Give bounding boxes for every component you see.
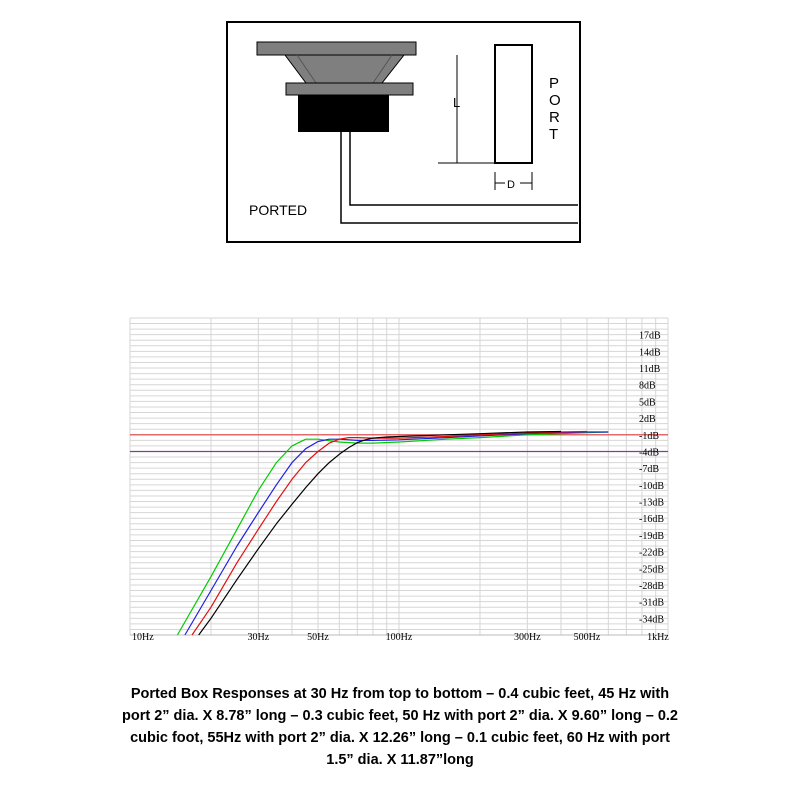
length-label: L [453, 95, 461, 110]
x-tick-label: 50Hz [307, 632, 329, 643]
y-tick-label: 2dB [639, 414, 656, 426]
inner-wall-outer [341, 132, 578, 223]
y-tick-label: 11dB [639, 364, 661, 376]
x-tick-label: 500Hz [573, 632, 601, 643]
port-tube [495, 45, 532, 163]
speaker-frame [286, 83, 413, 95]
port-label: P O R T [549, 75, 561, 143]
figure-caption: Ported Box Responses at 30 Hz from top to bottom – 0.4 cubic feet, 45 Hz with port 2” dia. X 8.78” long – 0.3 cubic feet, 50 Hz with port 2” dia. X 9.60” long – 0.2 cubic foot, 55Hz with port 2” dia. X 12.26” long – 0.1 cubic feet, 60 Hz with port 1.5” dia. X 11.87”long [122, 686, 678, 768]
x-tick-label: 300Hz [514, 632, 541, 643]
ported-label: PORTED [249, 202, 308, 218]
y-tick-label: -31dB [639, 597, 664, 609]
response-curves [177, 432, 608, 636]
response-curve [199, 432, 561, 636]
y-tick-label: -16dB [639, 514, 664, 526]
y-tick-label: -1dB [639, 430, 659, 442]
x-tick-label: 30Hz [247, 632, 270, 643]
y-tick-label: -7dB [639, 464, 659, 476]
inner-wall-inner [350, 132, 578, 205]
y-tick-label: -28dB [639, 580, 664, 592]
y-tick-label: 14dB [639, 347, 661, 359]
y-tick-label: 17dB [639, 330, 661, 342]
x-tick-label: 1kHz [647, 632, 669, 643]
y-tick-label: -13dB [639, 497, 664, 509]
x-axis-labels [132, 632, 669, 643]
frequency-response-chart [0, 300, 791, 650]
x-tick-label: 100Hz [385, 632, 413, 643]
speaker-magnet [298, 95, 389, 132]
diameter-label: D [507, 179, 515, 191]
y-tick-label: -10dB [639, 480, 664, 492]
ported-box-diagram [0, 0, 791, 260]
x-tick-label: 10Hz [132, 632, 154, 643]
y-axis-labels [639, 331, 664, 626]
y-tick-label: 5dB [639, 397, 656, 409]
speaker-cone [285, 55, 404, 83]
y-tick-label: -22dB [639, 547, 664, 559]
y-tick-label: -25dB [639, 564, 664, 576]
y-tick-label: 8dB [639, 380, 656, 392]
speaker-baffle [257, 42, 416, 55]
y-tick-label: -4dB [639, 447, 659, 459]
y-tick-label: -34dB [639, 614, 664, 626]
chart-grid [130, 318, 668, 635]
y-tick-label: -19dB [639, 530, 664, 542]
